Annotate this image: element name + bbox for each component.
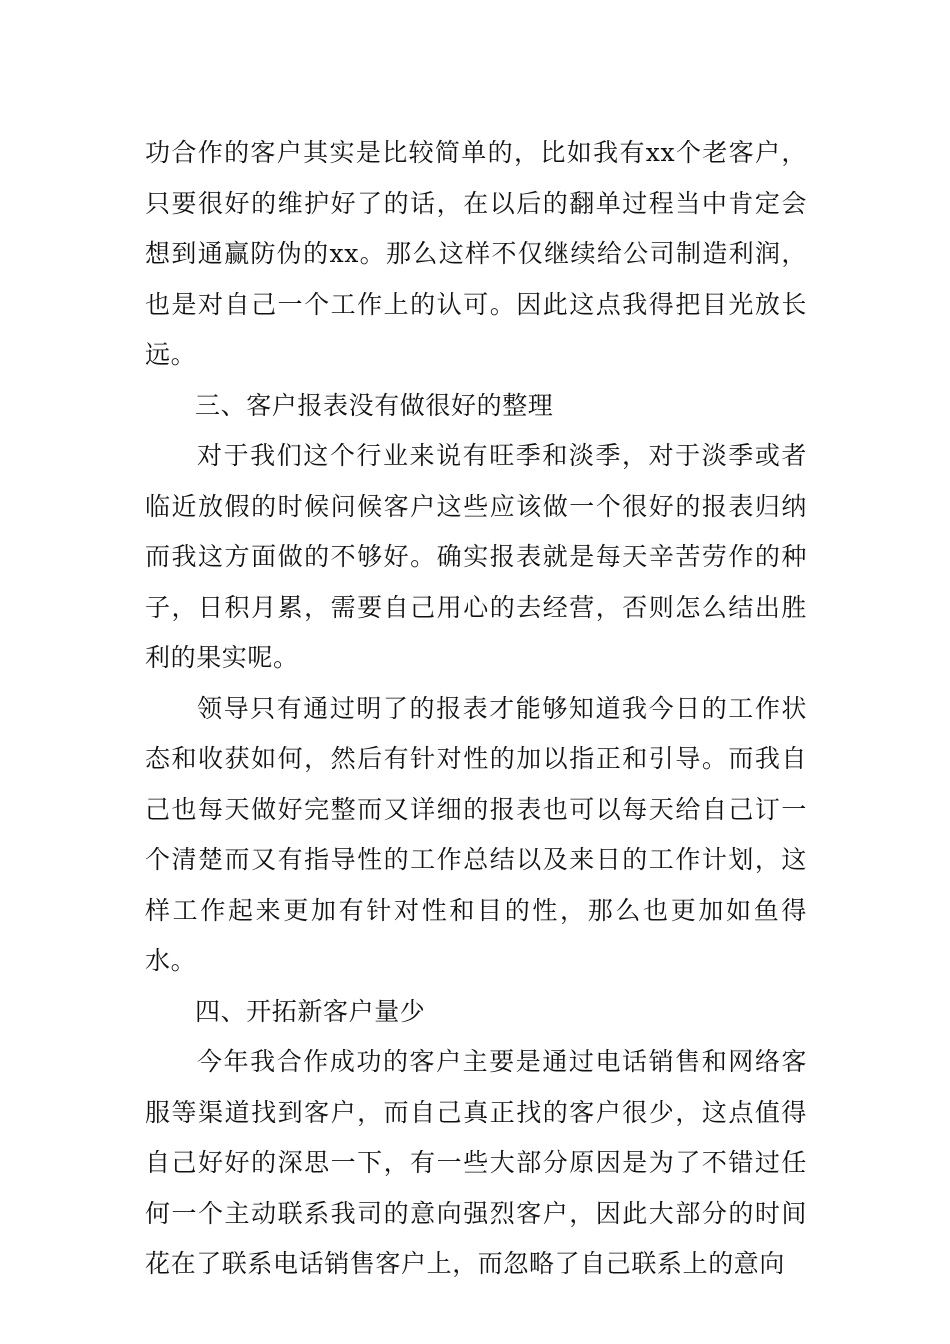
section-heading-4: 四、开拓新客户量少 (195, 996, 426, 1026)
paragraph-new-clients: 今年我合作成功的客户主要是通过电话销售和网络客服等渠道找到客户，而自己真正找的客户很少，这点值得自己好好的深思一下，有一些大部分原因是为了不错过任何一个主动联系我司的意向强烈客户，因此大部分的时间花在了联系电话销售客户上，而忽略了自己联系上的意向 (145, 1047, 807, 1278)
section-heading-3: 三、客户报表没有做很好的整理 (195, 390, 554, 420)
paragraph-slow-season: 对于我们这个行业来说有旺季和淡季，对于淡季或者临近放假的时候问候客户这些应该做一个很好的报表归纳而我这方面做的不够好。确实报表就是每天辛苦劳作的种子，日积月累，需要自己用心的去经营，否则怎么结出胜利的果实呢。 (145, 441, 807, 672)
paragraph-continued: 功合作的客户其实是比较简单的，比如我有xx个老客户，只要很好的维护好了的话，在以后的翻单过程当中肯定会想到通赢防伪的xx。那么这样不仅继续给公司制造利润，也是对自己一个工作上的认可。因此这点我得把目光放长远。 (145, 138, 807, 369)
document-body (145, 128, 807, 1290)
paragraph-leader-report: 领导只有通过明了的报表才能够知道我今日的工作状态和收获如何，然后有针对性的加以指正和引导。而我自己也每天做好完整而又详细的报表也可以每天给自己订一个清楚而又有指导性的工作总结以及来日的工作计划，这样工作起来更加有针对性和目的性，那么也更加如鱼得水。 (145, 693, 807, 975)
